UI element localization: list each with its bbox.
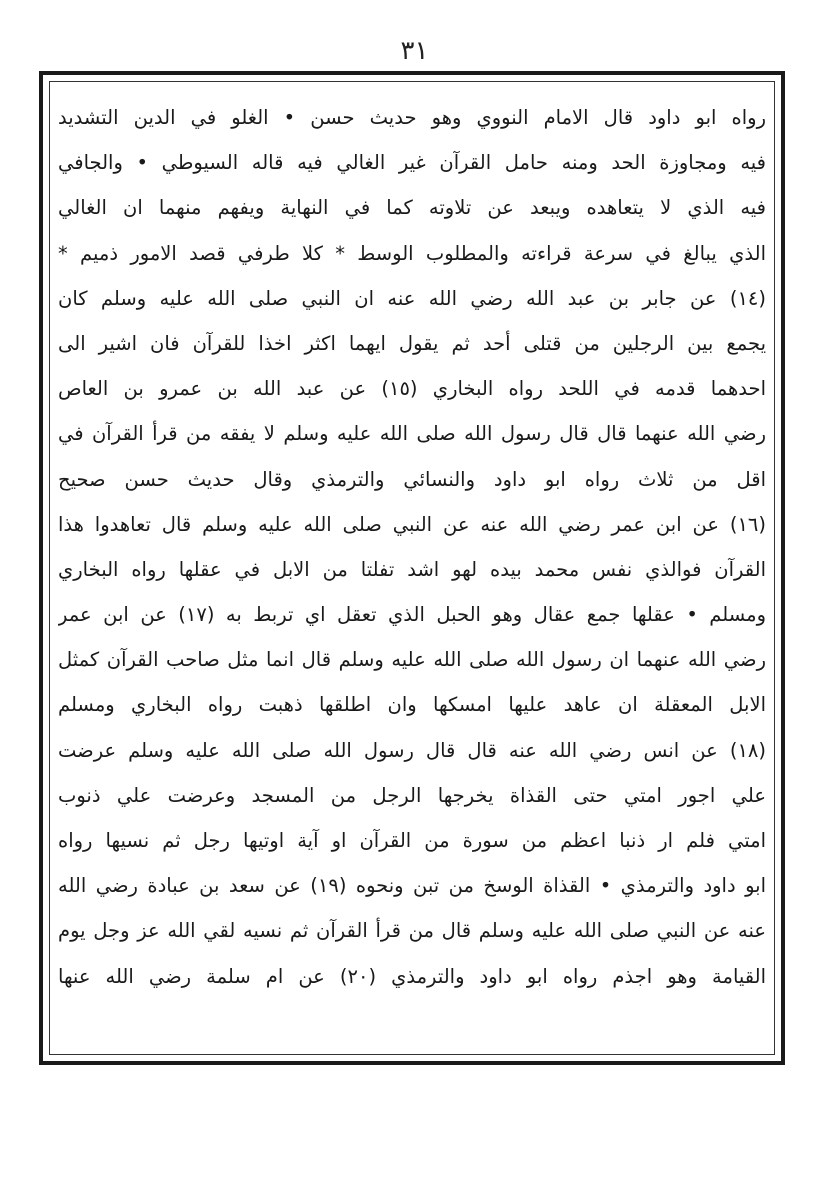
text-line: (١٤) عن جابر بن عبد الله رضي الله عنه ان النبي صلى الله عليه وسلم كان	[58, 286, 766, 310]
text-line: ابو داود والترمذي • القذاة الوسخ من تبن ونحوه (١٩) عن سعد بن عبادة رضي الله	[58, 874, 766, 898]
text-line: يجمع بين الرجلين من قتلى أحد ثم يقول ايهما اكثر اخذا للقرآن فان اشير الى	[58, 331, 766, 355]
text-line: فيه الذي لا يتعاهده ويبعد عن تلاوته كما في النهاية ويفهم منهما ان الغالي	[58, 196, 766, 220]
text-line: ومسلم • عقلها جمع عقال وهو الحبل الذي تعقل اي تربط به (١٧) عن ابن عمر	[58, 603, 766, 627]
text-line: القرآن فوالذي نفس محمد بيده لهو اشد تفلتا من الابل في عقلها رواه البخاري	[58, 557, 766, 581]
body-text	[58, 95, 766, 1045]
text-line: احدهما قدمه في اللحد رواه البخاري (١٥) عن عبد الله بن عمرو بن العاص	[58, 377, 766, 401]
text-line: رواه ابو داود قال الامام النووي وهو حديث حسن • الغلو في الدين التشديد	[58, 106, 766, 129]
text-line: (١٦) عن ابن عمر رضي الله عنه عن النبي صلى الله عليه وسلم قال تعاهدوا هذا	[58, 512, 766, 536]
text-line: الذي يبالغ في سرعة قراءته والمطلوب الوسط * كلا طرفي قصد الامور ذميم *	[58, 241, 766, 265]
text-line: عنه عن النبي صلى الله عليه وسلم قال من قرأ القرآن ثم نسيه لقي الله عز وجل يوم	[58, 919, 766, 943]
text-line: الابل المعقلة ان عاهد عليها امسكها وان اطلقها ذهبت رواه البخاري ومسلم	[58, 693, 766, 717]
text-line: علي اجور امتي حتى القذاة يخرجها الرجل من المسجد وعرضت علي ذنوب	[58, 783, 766, 807]
text-line: امتي فلم ار ذنبا اعظم من سورة من القرآن او آية اوتيها رجل ثم نسيها رواه	[58, 829, 766, 852]
page-number: ٣١	[400, 36, 429, 66]
text-line: (١٨) عن انس رضي الله عنه قال قال رسول الله صلى الله عليه وسلم عرضت	[58, 738, 766, 762]
text-line: رضي الله عنهما ان رسول الله صلى الله عليه وسلم قال انما مثل صاحب القرآن كمثل	[58, 648, 766, 672]
text-line: رضي الله عنهما قال قال رسول الله صلى الله عليه وسلم لا يفقه من قرأ القرآن في	[58, 422, 766, 446]
text-line: القيامة وهو اجذم رواه ابو داود والترمذي (٢٠) عن ام سلمة رضي الله عنها	[58, 964, 766, 988]
text-line: اقل من ثلاث رواه ابو داود والنسائي والترمذي وقال حديث حسن صحيح	[58, 467, 766, 491]
text-line: فيه ومجاوزة الحد ومنه حامل القرآن غير الغالي فيه قاله السيوطي • والجافي	[58, 151, 766, 175]
